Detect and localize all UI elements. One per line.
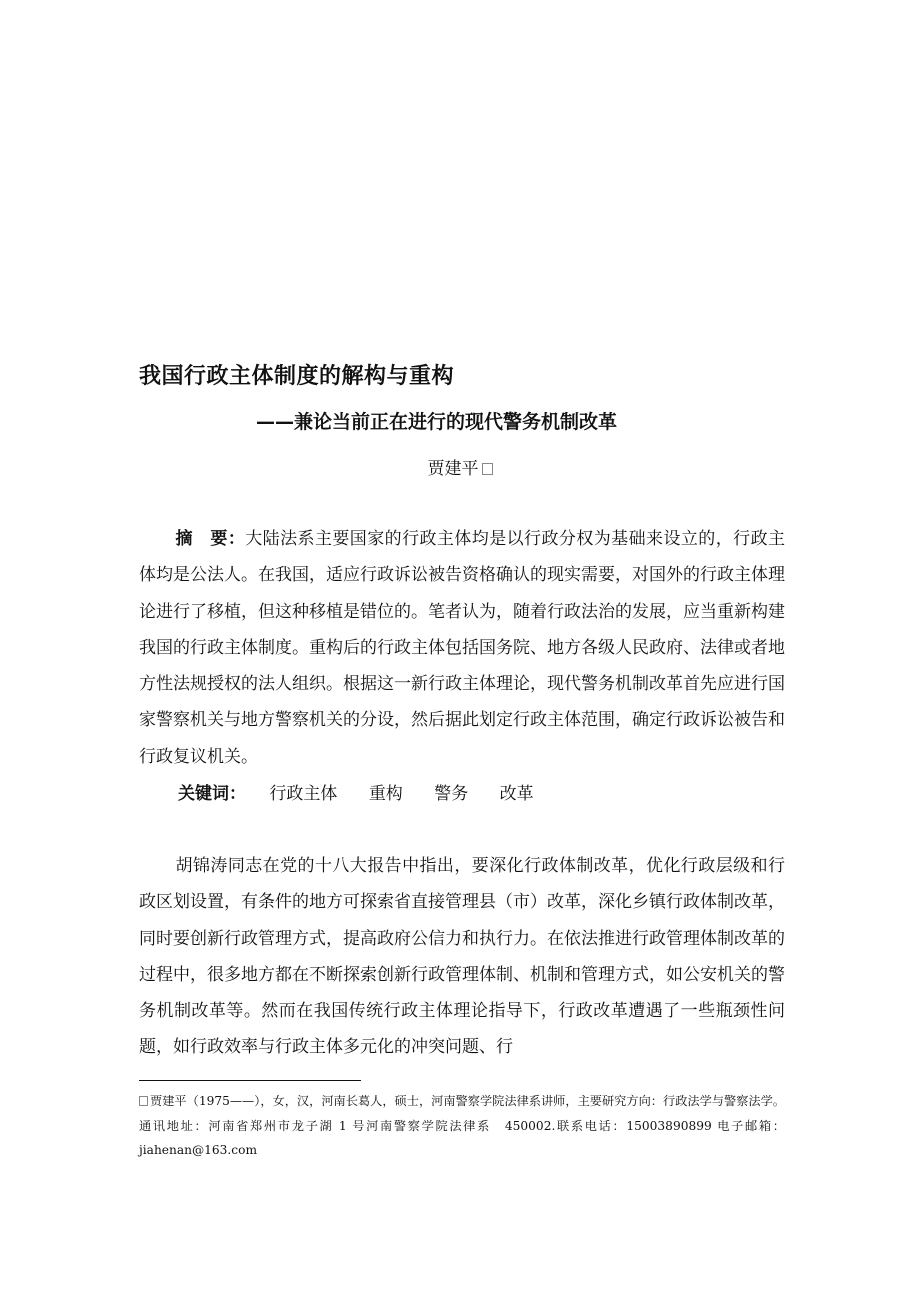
footnote bbox=[139, 1089, 785, 1163]
keyword-item: 警务 bbox=[434, 784, 469, 804]
abstract-paragraph bbox=[139, 521, 785, 775]
intro-paragraph: 胡锦涛同志在党的十八大报告中指出，要深化行政体制改革，优化行政层级和行政区划设置，有条件的地方可探索省直接管理县（市）改革，深化乡镇行政体制改革，同时要创新行政管理方式，提高政府公信力和执行力。在依法推进行政管理体制改革的过程中，很多地方都在不断探索创新行政管理体制、机制和管理方式，如公安机关的警务机制改革等。然而在我国传统行政主体理论指导下，行政改革遭遇了一些瓶颈性问题，如行政效率与行政主体多元化的冲突问题、行 bbox=[139, 856, 785, 1058]
abstract-text: 大陆法系主要国家的行政主体均是以行政分权为基础来设立的，行政主体均是公法人。在我国，适应行政诉讼被告资格确认的现实需要，对国外的行政主体理论进行了移植，但这种移植是错位的。笔者认为，随着行政法治的发展，应当重新构建我国的行政主体制度。重构后的行政主体包括国务院、地方各级人民政府、法律或者地方性法规授权的法人组织。根据这一新行政主体理论，现代警务机制改革首先应进行国家警察机关与地方警察机关的分设，然后据此划定行政主体范围，确定行政诉讼被告和行政复议机关。 bbox=[139, 529, 786, 767]
keyword-item: 改革 bbox=[499, 784, 534, 804]
keyword-item: 重构 bbox=[368, 784, 403, 804]
keywords-line bbox=[178, 776, 560, 812]
footnote-divider bbox=[139, 1080, 361, 1081]
paper-title: 我国行政主体制度的解构与重构 bbox=[139, 364, 455, 389]
paper-subtitle: ——兼论当前正在进行的现代警务机制改革 bbox=[256, 411, 618, 433]
author-name: 贾建平 bbox=[427, 459, 479, 479]
keywords-label: 关键词： bbox=[178, 784, 246, 804]
keyword-item: 行政主体 bbox=[269, 784, 338, 804]
footnote-text: 贾建平（1975——），女，汉，河南长葛人，硕士，河南警察学院法律系讲师，主要研究方向：行政法学与警察法学。通讯地址：河南省郑州市龙子湖 1 号河南警察学院法律系 450002.联系电话：15003890899 电子邮箱：jiahenan@163.com bbox=[139, 1094, 785, 1157]
footnote-marker-icon bbox=[139, 1096, 148, 1106]
abstract-label: 摘 要： bbox=[175, 529, 246, 549]
footnote-marker-icon bbox=[482, 463, 493, 475]
author-line bbox=[0, 456, 920, 482]
